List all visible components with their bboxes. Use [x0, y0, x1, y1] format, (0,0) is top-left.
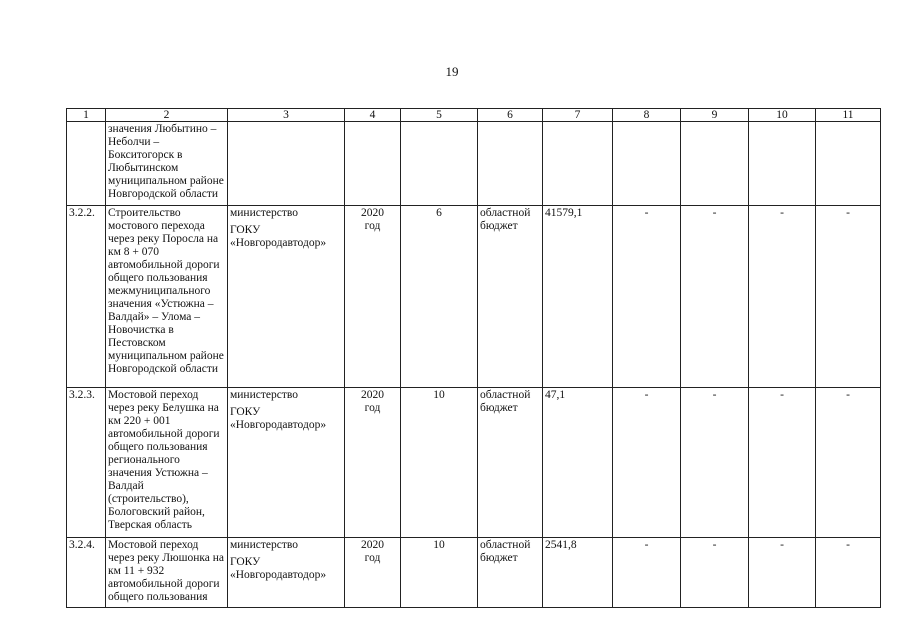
column-header: 9 — [681, 109, 749, 122]
table-row — [67, 122, 881, 206]
row-number — [67, 122, 106, 206]
col10-cell — [749, 122, 816, 206]
indicator-cell — [401, 122, 478, 206]
executor-ministry: министерство — [230, 389, 298, 401]
indicator-cell: 10 — [401, 388, 478, 538]
col9-cell: - — [681, 388, 749, 538]
column-header: 3 — [228, 109, 345, 122]
amount-cell: 2541,8 — [543, 538, 613, 608]
column-header: 1 — [67, 109, 106, 122]
amount-cell: 47,1 — [543, 388, 613, 538]
col11-cell: - — [816, 538, 881, 608]
row-number: 3.2.2. — [67, 206, 106, 388]
amount-cell — [543, 122, 613, 206]
year-cell: 2020 год — [345, 206, 401, 388]
source-cell: областной бюджет — [478, 388, 543, 538]
column-header: 6 — [478, 109, 543, 122]
col8-cell: - — [613, 206, 681, 388]
col8-cell: - — [613, 388, 681, 538]
measure-name: Мостовой переход через реку Белушка на км 220 + 001 автомобильной дороги общего пользования регионального значения Устюжна – Валдай (строительство), Бологовский район, Тверская область — [106, 388, 228, 538]
col10-cell: - — [749, 538, 816, 608]
amount-cell: 41579,1 — [543, 206, 613, 388]
executor-cell — [228, 206, 345, 388]
row-number: 3.2.4. — [67, 538, 106, 608]
col11-cell: - — [816, 388, 881, 538]
executor-cell — [228, 388, 345, 538]
column-header: 10 — [749, 109, 816, 122]
table-row — [67, 206, 881, 388]
year-cell: 2020 год — [345, 538, 401, 608]
table-row — [67, 388, 881, 538]
col11-cell — [816, 122, 881, 206]
executor-ministry: министерство — [230, 207, 298, 219]
column-header: 7 — [543, 109, 613, 122]
measure-name: Мостовой переход через реку Люшонка на км 11 + 932 автомобильной дороги общего пользования — [106, 538, 228, 608]
table-header-row — [67, 109, 881, 122]
year-cell — [345, 122, 401, 206]
executor-cell — [228, 538, 345, 608]
indicator-cell: 6 — [401, 206, 478, 388]
col10-cell: - — [749, 388, 816, 538]
column-header: 2 — [106, 109, 228, 122]
col11-cell: - — [816, 206, 881, 388]
program-table — [66, 108, 881, 608]
table-row — [67, 538, 881, 608]
column-header: 8 — [613, 109, 681, 122]
col9-cell — [681, 122, 749, 206]
indicator-cell: 10 — [401, 538, 478, 608]
source-cell: областной бюджет — [478, 206, 543, 388]
column-header: 11 — [816, 109, 881, 122]
col9-cell: - — [681, 206, 749, 388]
executor-agency: ГОКУ «Новгородавтодор» — [230, 406, 327, 431]
year-cell: 2020 год — [345, 388, 401, 538]
column-header: 4 — [345, 109, 401, 122]
page-number: 19 — [445, 64, 459, 79]
row-number: 3.2.3. — [67, 388, 106, 538]
col8-cell: - — [613, 538, 681, 608]
col8-cell — [613, 122, 681, 206]
source-cell: областной бюджет — [478, 538, 543, 608]
col10-cell: - — [749, 206, 816, 388]
executor-agency: ГОКУ «Новгородавтодор» — [230, 224, 327, 249]
executor-cell — [228, 122, 345, 206]
col9-cell: - — [681, 538, 749, 608]
measure-name: Строительство мостового перехода через реку Поросла на км 8 + 070 автомобильной дороги общего пользования межмуниципального значения «Устюжна – Валдай» – Улома – Новочистка в Пестовском муниципальном районе Новгородской области — [106, 206, 228, 388]
column-header: 5 — [401, 109, 478, 122]
executor-agency: ГОКУ «Новгородавтодор» — [230, 556, 327, 581]
executor-ministry: министерство — [230, 539, 298, 551]
source-cell — [478, 122, 543, 206]
measure-name: значения Любытино – Неболчи – Бокситогорск в Любытинском муниципальном районе Новгородской области — [106, 122, 228, 206]
